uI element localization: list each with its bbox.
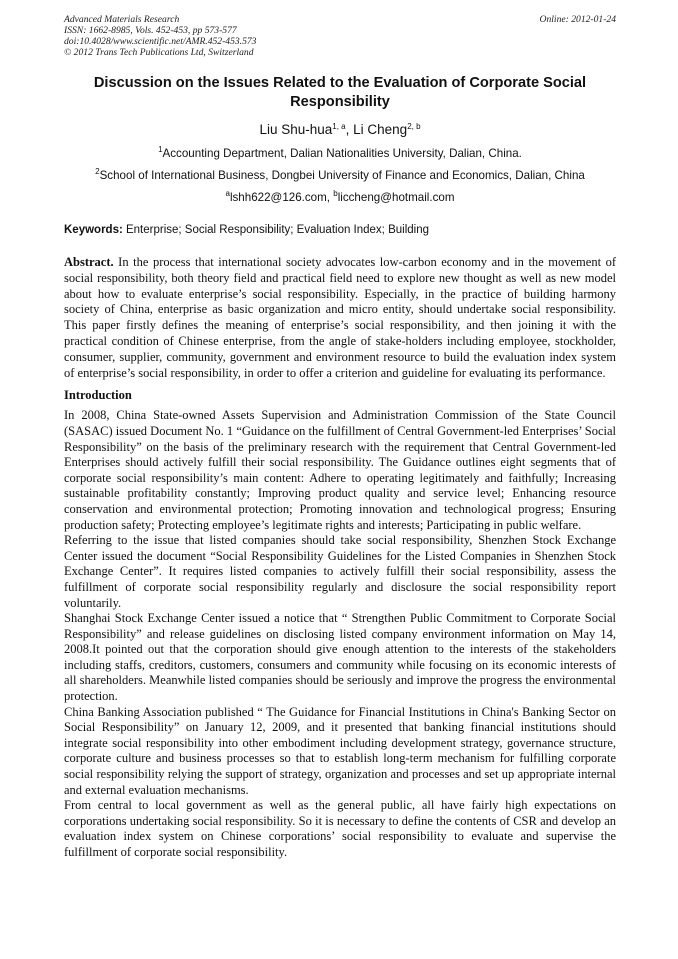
- journal-name: Advanced Materials Research: [64, 14, 180, 25]
- affiliation-1-sup: 1: [158, 145, 163, 154]
- author-1-name: Liu Shu-hua: [259, 122, 333, 137]
- email-1-sup: a: [225, 189, 230, 198]
- author-2-name: Li Cheng: [353, 122, 408, 137]
- affiliation-2-text: School of International Business, Dongbei University of Finance and Economics, Dalian, China: [99, 169, 585, 182]
- email-2: liccheng@hotmail.com: [337, 191, 455, 204]
- intro-paragraph: In 2008, China State-owned Assets Supervision and Administration Commission of the State Council (SASAC) issued Document No. 1 “Guidance on the fulfillment of Central Government-led Enterprises’ Social Responsibility” on the basis of the preliminary research with the requirement that Central Government-led Enterprises should actively fulfill their social responsibility. The Guidance outlines eight segments that of corporate social responsibility’s main content: Adhere to operating legitimately and faithfully; Increasing sustainable profitability constantly; Improving product quality and service level; Enhancing resource conservation and environmental protection; Promoting innovation and technological progress; Ensuring production safety; Protecting employee’s legitimate rights and interests; Participating in public welfare.: [64, 408, 616, 532]
- journal-header: [64, 14, 616, 58]
- abstract: [64, 255, 616, 381]
- keywords: [64, 223, 616, 237]
- intro-paragraph: From central to local government as well as the general public, all have fairly high expectations on corporations undertaking social responsibility. So it is necessary to define the contents of CSR and develop an evaluation index system on Chinese corporations’ social responsibility to evaluate and supervise the fulfillment of corporate social responsibility.: [64, 798, 616, 859]
- affiliation-1: [64, 147, 616, 161]
- journal-copyright: © 2012 Trans Tech Publications Ltd, Switzerland: [64, 47, 254, 58]
- section-heading-introduction: Introduction: [64, 388, 132, 403]
- intro-paragraph: Referring to the issue that listed companies should take social responsibility, Shenzhen Stock Exchange Center issued the document “Social Responsibility Guidelines for the Listed Companies in Shenzhen Stock Exchange Center”. It requires listed companies to actively fulfill their social responsibility, assess the fulfillment of corporate social responsibility regularly and disclosure the social responsibility report voluntarily.: [64, 533, 616, 610]
- keywords-label: Keywords:: [64, 224, 123, 236]
- journal-doi: doi:10.4028/www.scientific.net/AMR.452-453.573: [64, 36, 257, 47]
- online-date: Online: 2012-01-24: [539, 14, 616, 25]
- email-1: lshh622@126.com,: [229, 191, 334, 204]
- affiliation-2-sup: 2: [95, 167, 100, 176]
- intro-paragraph: Shanghai Stock Exchange Center issued a notice that “ Strengthen Public Commitment to Corporate Social Responsibility” and release guidelines on disclosing listed company environment information on May 14, 2008.It pointed out that the corporation should give enough attention to the interests of the stakeholders including staffs, creditors, customers, consumers and community while focusing on its economic interests of all shareholders. Meanwhile listed companies should be seriously and improve the progress the environmental protection.: [64, 611, 616, 704]
- abstract-text: In the process that international society advocates low-carbon economy and in the movement of social responsibility, both theory field and practical field need to explore new thought as well as new model about how to evaluate enterprise’s social responsibility. Especially, in the practice of building harmony society of China, enterprise as basic organization and micro entity, should undertake social responsibility. This paper firstly defines the meaning of enterprise’s social responsibility, and then joining it with the practical condition of Chinese enterprise, from the angle of stake-holders including employee, stockholder, consumer, supplier, community, government and environment resource to build the evaluation index system of enterprise’s social responsibility, in order to offer a criterion and guideline for evaluating its performance.: [64, 255, 616, 380]
- paper-title: Discussion on the Issues Related to the Evaluation of Corporate Social Responsibility: [93, 75, 587, 110]
- affiliation-1-text: Accounting Department, Dalian Nationalities University, Dalian, China.: [162, 147, 522, 160]
- author-separator: ,: [345, 122, 354, 137]
- keywords-text: Enterprise; Social Responsibility; Evaluation Index; Building: [122, 224, 429, 236]
- abstract-label: Abstract.: [64, 255, 114, 269]
- email-2-sup: b: [333, 189, 338, 198]
- intro-paragraph: China Banking Association published “ The Guidance for Financial Institutions in China's Banking Sector on Social Responsibility” on January 12, 2009, and it presented that banking financial institutions should integrate social responsibility into other embodiment including development strategy, governance structure, corporate culture and business processes so that to establish long-term mechanism for fulfilling corporate social responsibility relying the support of strategy, organization and processes and set up appropriate internal and external evaluation mechanisms.: [64, 704, 616, 797]
- author-emails: [64, 191, 616, 205]
- author-line: [64, 121, 616, 139]
- author-2-sup: 2, b: [407, 122, 421, 131]
- paper-page: [64, 14, 616, 861]
- author-1-sup: 1, a: [332, 122, 346, 131]
- affiliation-2: [64, 169, 616, 183]
- journal-issn: ISSN: 1662-8985, Vols. 452-453, pp 573-577: [64, 25, 237, 36]
